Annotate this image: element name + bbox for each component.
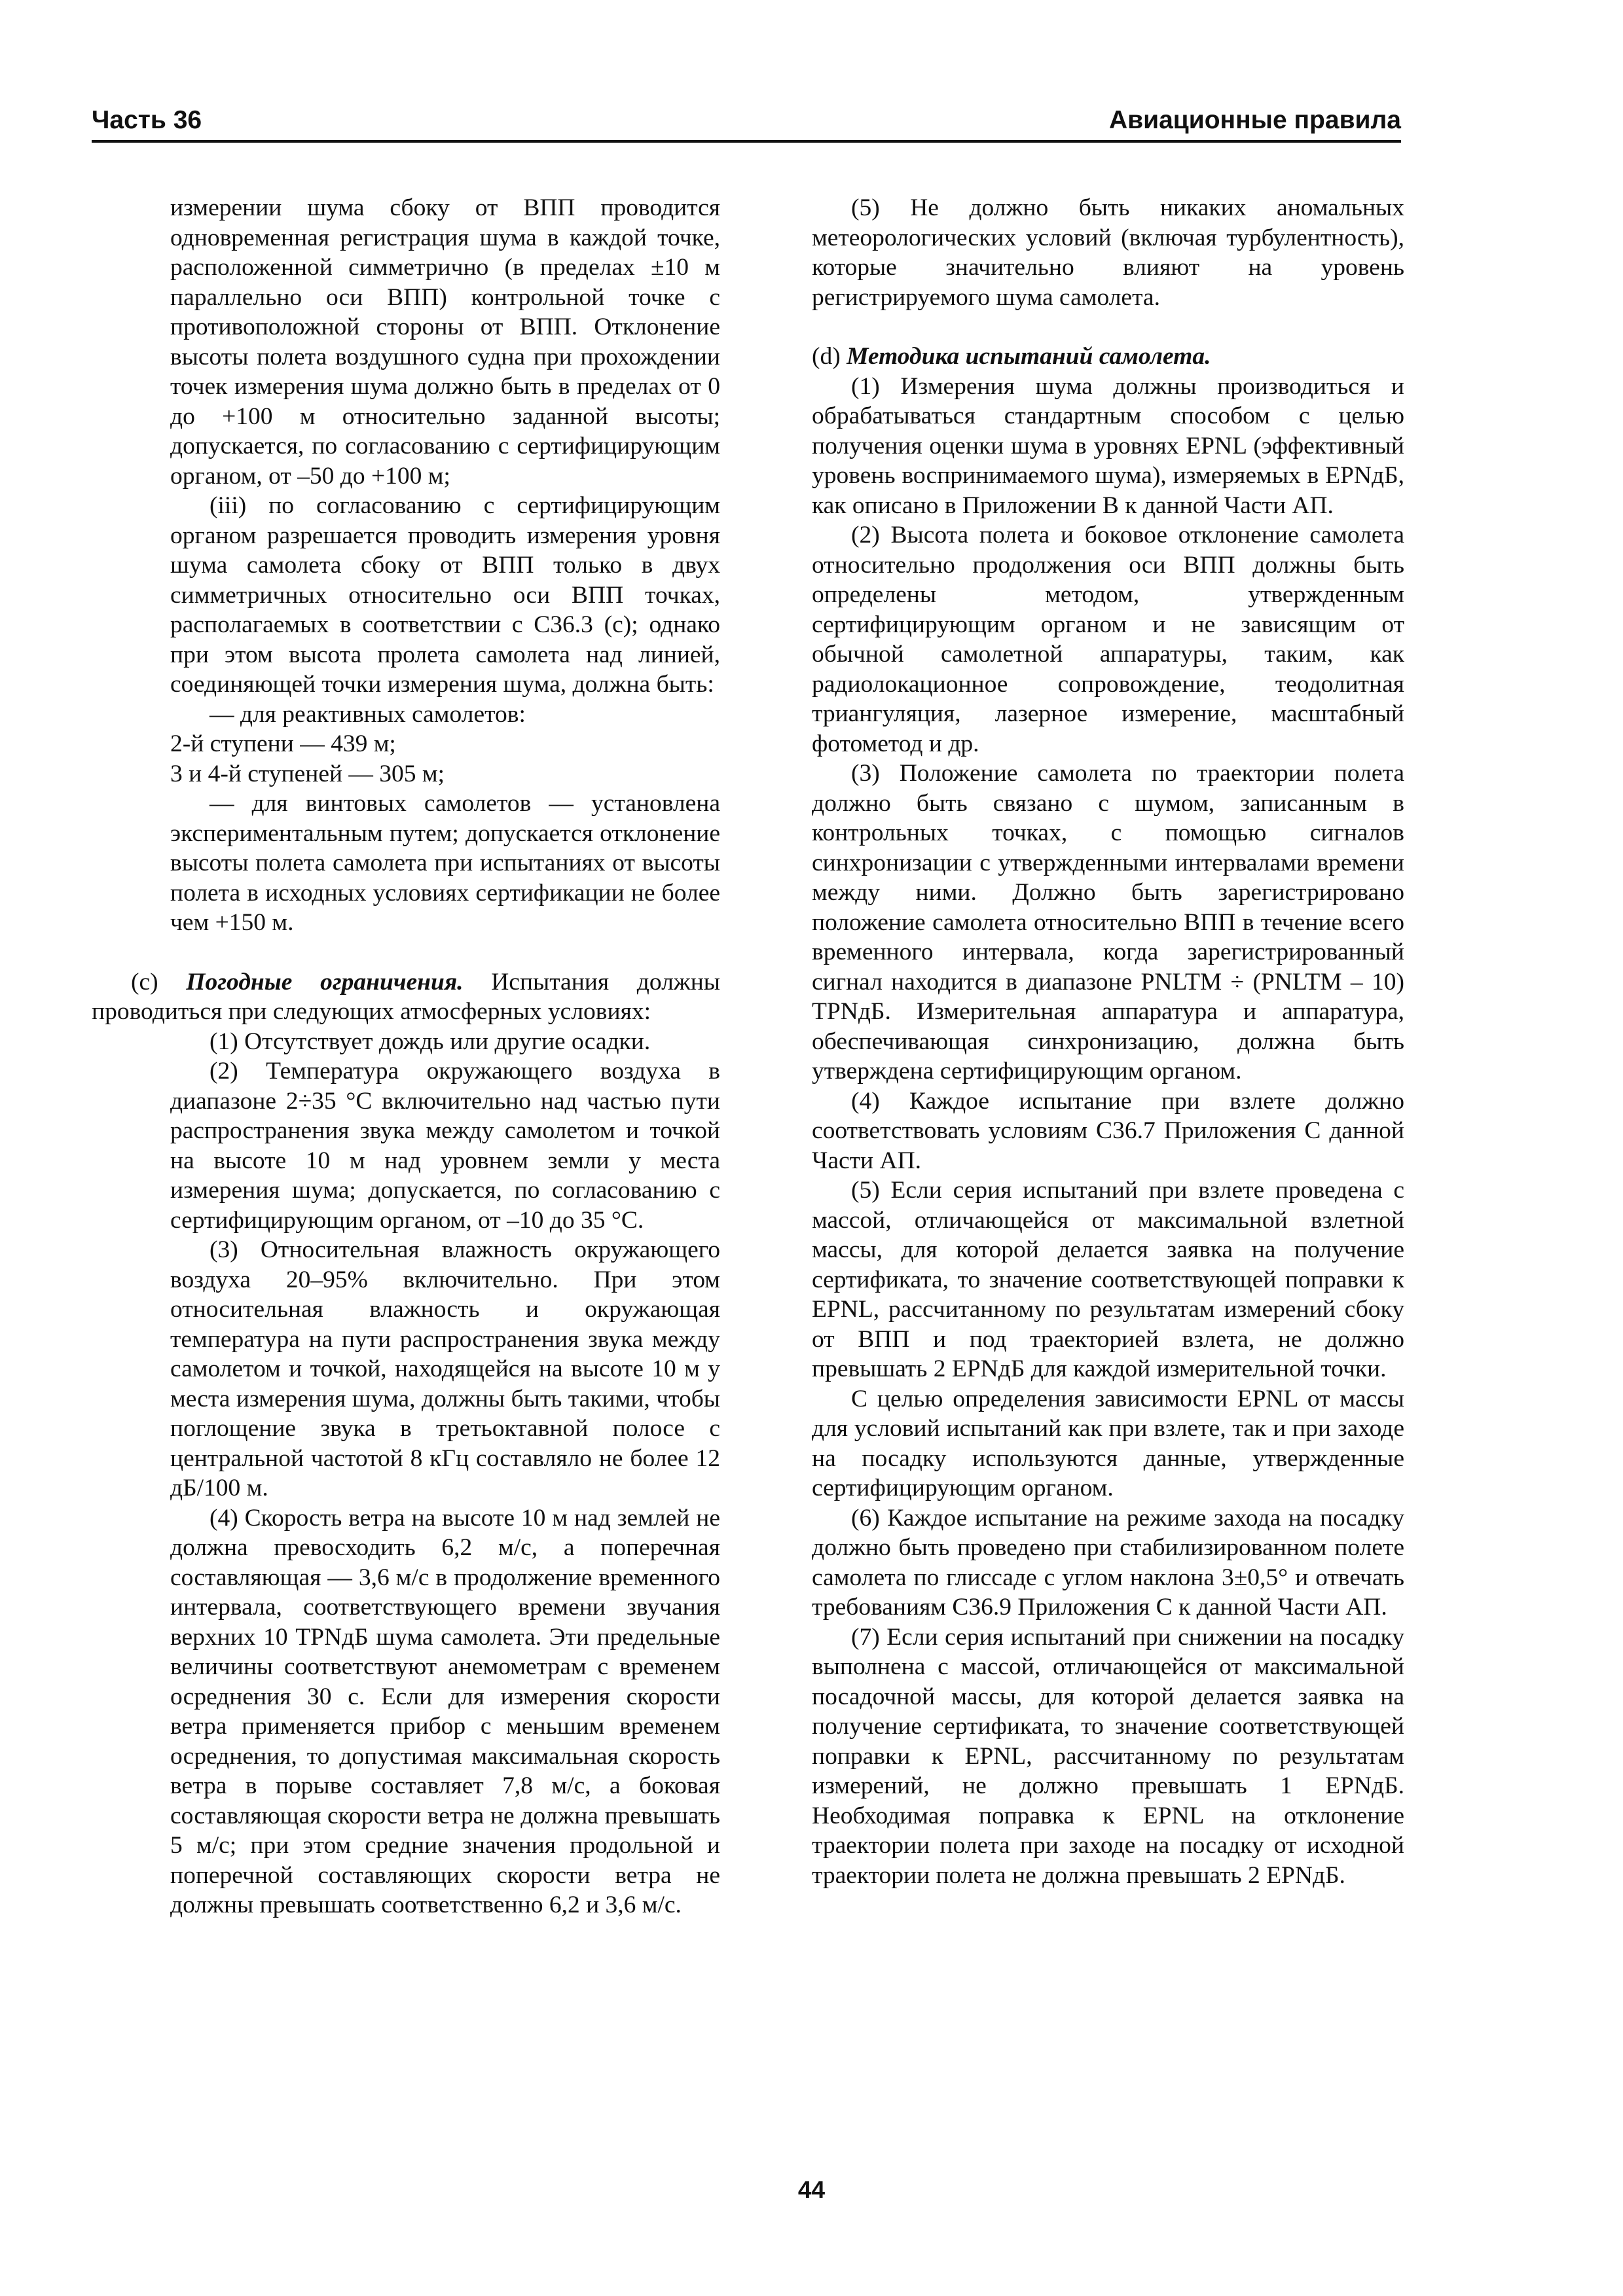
section-c-intro: Испытания должны проводиться при следующих атмосферных условиях: xyxy=(92,968,720,1025)
page-header xyxy=(92,103,1401,143)
page-number: 44 xyxy=(797,2176,826,2203)
spacer xyxy=(812,312,1404,342)
section-d-heading xyxy=(812,342,1404,372)
list-item: (3) Относительная влажность окружающего воздуха 20–95% включительно. При этом относительная влажность и окружающая температура на пути распространения звука между самолетом и точкой, находящейся на высоте 10 м у места измерения шума, должны быть такими, чтобы поглощение звука в третьоктавной полосе с центральной частотой 8 кГц составляло не более 12 дБ/100 м. xyxy=(170,1236,720,1501)
list-item: (4) Каждое испытание при взлете должно соответствовать условиям С36.7 Приложения С данной Части АП. xyxy=(812,1087,1404,1174)
list-item: (7) Если серия испытаний при снижении на посадку выполнена с массой, отличающейся от максимальной посадочной массы, для которой делается заявка на получение сертификата, то значение соответствующей поправки к EPNL, рассчитанному по результатам измерений, не должно превышать 1 EPNдБ. Необходимая поправка к EPNL на отклонение траектории полета при заходе на посадку от исходной траектории полета не должна превышать 2 EPNдБ. xyxy=(812,1623,1404,1889)
list-item: (6) Каждое испытание на режиме захода на посадку должно быть проведено при стабилизированном полете самолета по глиссаде с углом наклона 3±0,5° и отвечать требованиям С36.9 Приложения С к данной Части АП. xyxy=(812,1504,1404,1621)
paragraph: С целью определения зависимости EPNL от массы для условий испытаний как при взлете, так и при заходе на посадку используются данные, утвержденные сертифицирующим органом. xyxy=(812,1385,1404,1501)
list-item: (2) Температура окружающего воздуха в диапазоне 2÷35 °С включительно над частью пути распространения звука между самолетом и точкой на высоте 10 м над уровнем земли у места измерения шума; допускается, по согласованию с сертифицирующим органом, от –10 до 35 °С. xyxy=(170,1058,720,1234)
section-c-prefix: (с) xyxy=(131,968,187,996)
paragraph: 3 и 4-й ступеней — 305 м; xyxy=(170,760,445,787)
list-item: (1) Измерения шума должны производиться и обрабатываться стандартным способом с целью получения оценки шума в уровнях EPNL (эффективный уровень воспринимаемого шума), измеряемых в EPNдБ, как описано в Приложении В к данной Части АП. xyxy=(812,372,1404,519)
paragraph: — для реактивных самолетов: xyxy=(210,700,526,728)
list-item: (4) Скорость ветра на высоте 10 м над землей не должна превосходить 6,2 м/с, а поперечная составляющая — 3,6 м/с в продолжение временного интервала, соответствующего времени звучания верхних 10 ТРNдБ шума самолета. Эти предельные величины соответствуют анемометрам с временем осреднения 30 с. Если для измерения скорости ветра применяется прибор с меньшим временем осреднения, то допустимая максимальная скорость ветра в порыве составляет 7,8 м/с, а боковая составляющая скорости ветра не должна превышать 5 м/с; при этом средние значения продольной и поперечной составляющих скорости ветра не должны превышать соответственно 6,2 и 3,6 м/с. xyxy=(170,1504,720,1918)
spacer xyxy=(92,938,720,967)
paragraph: — для винтовых самолетов — установлена экспериментальным путем; допускается отклонение высоты полета самолета при испытаниях от высоты полета в исходных условиях сертификации не более чем +150 м. xyxy=(170,790,720,936)
right-column xyxy=(812,193,1404,1890)
header-title: Авиационные правила xyxy=(1108,106,1401,134)
section-c-heading xyxy=(92,967,720,1027)
section-d-title: Методика испытаний самолета. xyxy=(847,343,1211,370)
paragraph: измерении шума сбоку от ВПП проводится одновременная регистрация шума в каждой точке, расположенной симметрично (в пределах ±10 м параллельно оси ВПП) контрольной точке с противоположной стороны от ВПП. Отклонение высоты полета воздушного судна при прохождении точек измерения шума должно быть в пределах от 0 до +100 м относительно заданной высоты; допускается, по согласованию с сертифицирующим органом, от –50 до +100 м; xyxy=(170,194,720,490)
list-item: (5) Не должно быть никаких аномальных метеорологических условий (включая турбулентность), которые значительно влияют на уровень регистрируемого шума самолета. xyxy=(812,194,1404,311)
list-item: (1) Отсутствует дождь или другие осадки. xyxy=(210,1028,651,1055)
section-d-prefix: (d) xyxy=(812,343,847,370)
list-item: (5) Если серия испытаний при взлете проведена с массой, отличающейся от максимальной взлетной массы, для которой делается заявка на получение сертификата, то значение соответствующей поправки к EPNL, рассчитанному по результатам измерений сбоку от ВПП и под траекторией взлета, не должно превышать 2 EPNдБ для каждой измерительной точки. xyxy=(812,1177,1404,1382)
paragraph: (iii) по согласованию с сертифицирующим органом разрешается проводить измерения уровня шума самолета сбоку от ВПП только в двух симметричных относительно оси ВПП точках, располагаемых в соответствии с С36.3 (с); однако при этом высота пролета самолета над линией, соединяющей точки измерения шума, должна быть: xyxy=(170,492,720,698)
list-item: (3) Положение самолета по траектории полета должно быть связано с шумом, записанным в контрольных точках, с помощью сигналов синхронизации с утвержденными интервалами времени между ними. Должно быть зарегистрировано положение самолета относительно ВПП в течение всего временного интервала, когда зарегистрированный сигнал находится в диапазоне PNLTM ÷ (PNLTM – 10) TPNдБ. Измерительная аппаратура и аппаратура, обеспечивающая синхронизацию, должна быть утверждена сертифицирующим органом. xyxy=(812,760,1404,1085)
list-item: (2) Высота полета и боковое отклонение самолета относительно продолжения оси ВПП должны быть определены методом, утвержденным сертифицирующим органом и не зависящим от обычной самолетной аппаратуры, таким, как радиолокационное сопровождение, теодолитная триангуляция, лазерное измерение, масштабный фотометод и др. xyxy=(812,522,1404,757)
left-column xyxy=(92,193,720,1920)
section-c-title: Погодные ограничения. xyxy=(186,968,464,996)
header-part-label: Часть 36 xyxy=(92,106,202,134)
paragraph: 2-й ступени — 439 м; xyxy=(170,730,396,757)
